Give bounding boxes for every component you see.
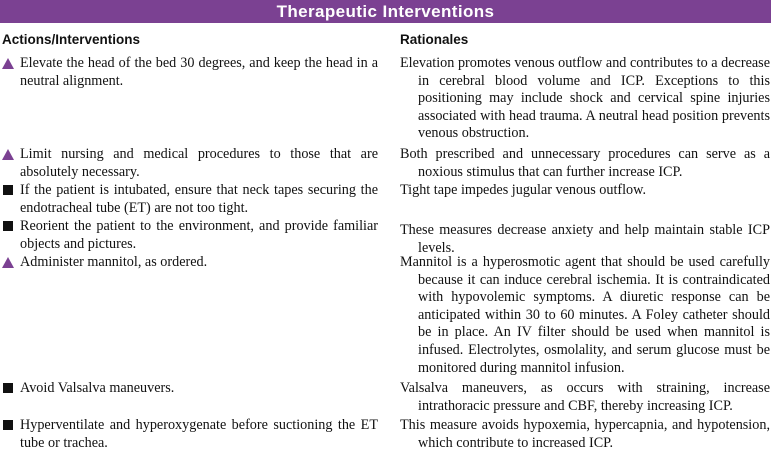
triangle-icon bbox=[2, 254, 15, 272]
action-text: Administer mannitol, as ordered. bbox=[20, 254, 208, 270]
rationale-text: Mannitol is a hyperosmotic agent that should be used carefully because it can induce cerebral ischemia. It is contraindicated with hypovolemic symptoms. A diuretic response can be anticipated within 30 to 60 minutes. A Foley catheter should be in place. An IV filter should be used when mannitol is infused. Electrolytes, osmolality, and serum glucose must be monitored during mannitol infusion. bbox=[400, 254, 770, 376]
action-cell bbox=[0, 254, 378, 272]
square-icon bbox=[2, 218, 15, 236]
action-cell bbox=[0, 380, 378, 398]
action-text: Limit nursing and medical procedures to those that are absolutely necessary. bbox=[20, 146, 378, 180]
action-cell bbox=[0, 417, 378, 452]
rationale-text: Both prescribed and unnecessary procedures can serve as a noxious stimulus that can further increase ICP. bbox=[400, 146, 770, 180]
action-cell bbox=[0, 55, 378, 90]
rationales-column-header: Rationales bbox=[400, 32, 469, 47]
square-icon bbox=[2, 182, 15, 200]
triangle-icon bbox=[2, 146, 15, 164]
action-text: Hyperventilate and hyperoxygenate before suctioning the ET tube or trachea. bbox=[20, 417, 378, 451]
action-cell bbox=[0, 182, 378, 217]
square-icon bbox=[2, 380, 15, 398]
action-text: Avoid Valsalva maneuvers. bbox=[20, 380, 175, 396]
triangle-icon bbox=[2, 55, 15, 73]
square-icon bbox=[2, 417, 15, 435]
rationale-text: Elevation promotes venous outflow and contributes to a decrease in cerebral blood volume and ICP. Exceptions to this positioning may include shock and cervical spine injuries associated with head trauma. A neutral head position prevents venous obstruction. bbox=[400, 55, 770, 142]
rationale-text: These measures decrease anxiety and help maintain stable ICP levels. bbox=[400, 222, 770, 256]
section-title-banner: Therapeutic Interventions bbox=[0, 0, 771, 23]
rationale-text: Tight tape impedes jugular venous outflow. bbox=[400, 182, 647, 198]
action-text: Reorient the patient to the environment, and provide familiar objects and pictures. bbox=[20, 218, 378, 252]
actions-column-header: Actions/Interventions bbox=[2, 32, 141, 47]
rationale-text: Valsalva maneuvers, as occurs with straining, increase intrathoracic pressure and CBF, thereby increasing ICP. bbox=[400, 380, 770, 414]
action-text: If the patient is intubated, ensure that neck tapes securing the endotracheal tube (ET) are not too tight. bbox=[20, 182, 378, 216]
action-cell bbox=[0, 218, 378, 253]
rationale-text: This measure avoids hypoxemia, hypercapnia, and hypotension, which contribute to increased ICP. bbox=[400, 417, 770, 451]
action-cell bbox=[0, 146, 378, 181]
action-text: Elevate the head of the bed 30 degrees, and keep the head in a neutral alignment. bbox=[20, 55, 378, 89]
